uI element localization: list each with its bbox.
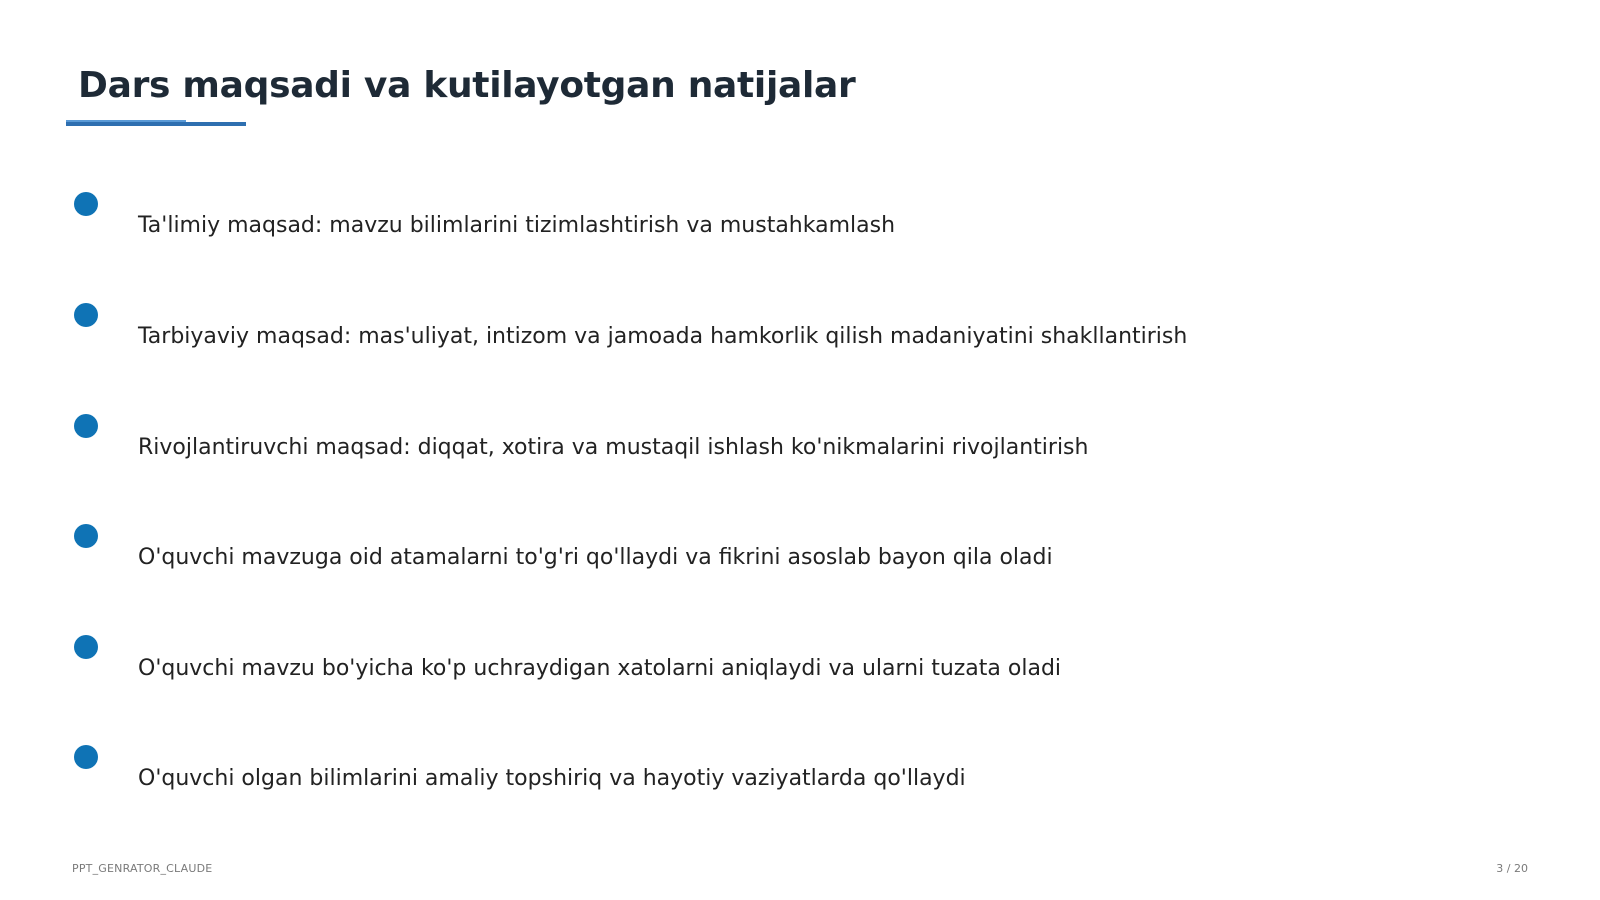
list-item	[74, 524, 1474, 604]
footer-source: PPT_GENRATOR_CLAUDE	[72, 862, 213, 875]
list-item	[74, 192, 1474, 272]
slide-title: Dars maqsadi va kutilayotgan natijalar	[78, 65, 856, 106]
bullet-text: O'quvchi olgan bilimlarini amaliy topshiriq va hayotiy vaziyatlarda qo'llaydi	[138, 766, 966, 791]
bullet-text: O'quvchi mavzuga oid atamalarni to'g'ri qo'llaydi va fikrini asoslab bayon qila oladi	[138, 545, 1053, 570]
bullet-text: Ta'limiy maqsad: mavzu bilimlarini tizimlashtirish va mustahkamlash	[138, 213, 896, 238]
list-item	[74, 635, 1474, 715]
bullet-text: Rivojlantiruvchi maqsad: diqqat, xotira va mustaqil ishlash ko'nikmalarini rivojlantirish	[138, 435, 1089, 460]
bullet-dot-icon	[74, 745, 98, 769]
list-item	[74, 303, 1474, 383]
bullet-text: Tarbiyaviy maqsad: mas'uliyat, intizom va jamoada hamkorlik qilish madaniyatini shakllantirish	[138, 324, 1188, 349]
bullet-dot-icon	[74, 635, 98, 659]
bullet-dot-icon	[74, 192, 98, 216]
list-item	[74, 745, 1474, 825]
bullet-dot-icon	[74, 303, 98, 327]
list-item	[74, 414, 1474, 494]
bullet-dot-icon	[74, 524, 98, 548]
bullet-text: O'quvchi mavzu bo'yicha ko'p uchraydigan xatolarni aniqlaydi va ularni tuzata oladi	[138, 656, 1062, 681]
bullet-dot-icon	[74, 414, 98, 438]
page-number: 3 / 20	[1496, 862, 1528, 875]
